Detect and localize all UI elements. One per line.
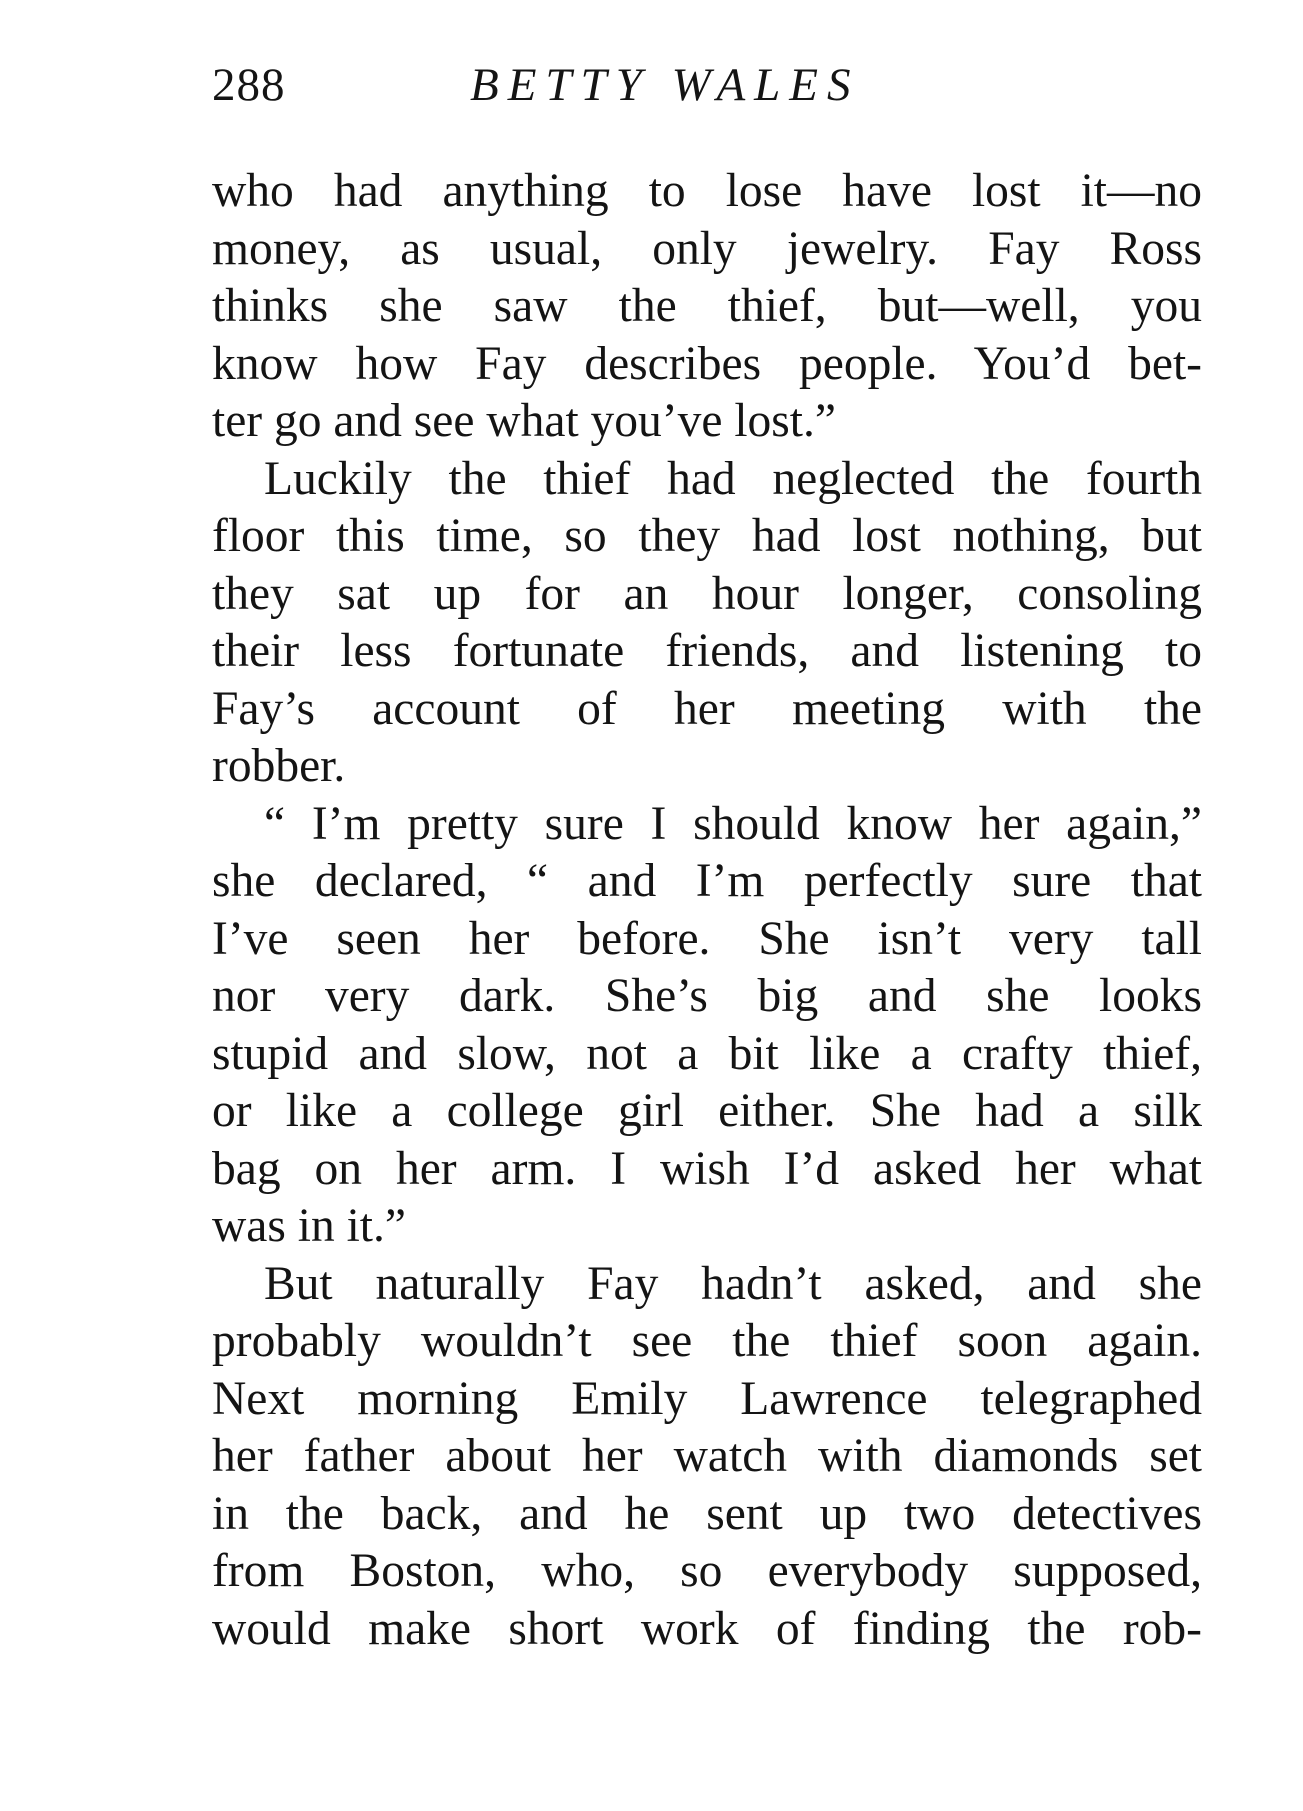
running-title: BETTY WALES	[470, 59, 860, 111]
text-line: or like a college girl either. She had a silk	[212, 1085, 1202, 1137]
text-line: their less fortunate friends, and listening to	[212, 625, 1202, 677]
text-line: stupid and slow, not a bit like a crafty thief,	[212, 1027, 1202, 1080]
page-header	[212, 58, 1202, 128]
text-line: in the back, and he sent up two detectives	[212, 1487, 1202, 1540]
text-line: they sat up for an hour longer, consoling	[212, 567, 1202, 620]
paragraph-2	[212, 451, 1202, 796]
text-line: Next morning Emily Lawrence telegraphed	[212, 1372, 1202, 1425]
text-line: who had anything to lose have lost it—no	[212, 165, 1202, 217]
text-line: money, as usual, only jewelry. Fay Ross	[212, 222, 1202, 275]
body-text	[212, 163, 1202, 1658]
text-line: floor this time, so they had lost nothing, but	[212, 510, 1202, 562]
text-line: would make short work of finding the rob-	[212, 1602, 1202, 1655]
text-line: Luckily the thief had neglected the fourth	[264, 452, 1202, 505]
text-line: thinks she saw the thief, but—well, you	[212, 280, 1202, 332]
text-line: But naturally Fay hadn’t asked, and she	[264, 1257, 1202, 1310]
text-line: robber.	[212, 740, 346, 792]
text-line: I’ve seen her before. She isn’t very tall	[212, 912, 1202, 965]
text-line: she declared, “ and I’m perfectly sure that	[212, 855, 1202, 907]
text-line: nor very dark. She’s big and she looks	[212, 970, 1202, 1022]
text-line: was in it.”	[212, 1200, 406, 1252]
paragraph-1	[212, 163, 1202, 451]
paragraph-4	[212, 1256, 1202, 1659]
text-line: ter go and see what you’ve lost.”	[212, 395, 836, 447]
text-line: “ I’m pretty sure I should know her again,”	[264, 797, 1202, 850]
text-line: her father about her watch with diamonds set	[212, 1430, 1202, 1482]
text-line: from Boston, who, so everybody supposed,	[212, 1545, 1202, 1597]
paragraph-3	[212, 796, 1202, 1256]
page-number: 288	[212, 59, 286, 111]
text-line: probably wouldn’t see the thief soon again.	[212, 1315, 1202, 1367]
text-line: Fay’s account of her meeting with the	[212, 682, 1202, 735]
text-line: know how Fay describes people. You’d bet-	[212, 337, 1202, 390]
text-line: bag on her arm. I wish I’d asked her what	[212, 1142, 1202, 1195]
